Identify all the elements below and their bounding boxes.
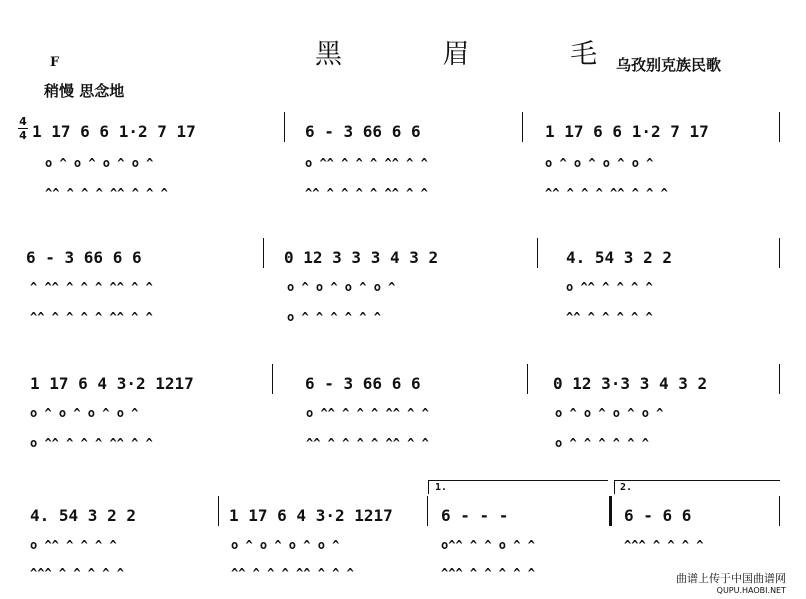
time-signature-bottom: 4: [19, 129, 27, 142]
barline: [527, 364, 528, 394]
watermark: [676, 573, 786, 597]
second-ending-hook: [614, 480, 615, 494]
melody-measure: 6 - 3 66 6 6: [305, 374, 421, 393]
accompaniment-line: o ^^ ^ ^ ^ ^^ ^ ^: [306, 406, 429, 420]
melody-measure: 1 17 6 6 1·2 7 17: [545, 122, 709, 141]
repeat-barline: [609, 496, 612, 526]
barline: [284, 112, 285, 142]
accompaniment-line: ^^ ^ ^ ^ ^^ ^ ^ ^: [45, 186, 168, 200]
accompaniment-line: ^ ^^ ^ ^ ^ ^^ ^ ^: [30, 280, 153, 294]
accompaniment-line: o ^ ^ ^ ^ ^ ^: [555, 436, 649, 450]
barline: [779, 364, 780, 394]
accompaniment-line: o^^ ^ ^ o ^ ^: [441, 538, 535, 552]
melody-measure: 4. 54 3 2 2: [30, 506, 136, 525]
watermark-url: QUPU.HAOBI.NET: [716, 586, 786, 595]
barline: [779, 238, 780, 268]
melody-measure: 6 - - -: [441, 506, 509, 525]
accompaniment-line: o ^ o ^ o ^ o ^: [555, 406, 664, 420]
accompaniment-line: o ^^ ^ ^ ^ ^^ ^ ^: [30, 436, 153, 450]
score-title: 黑 眉 毛: [315, 39, 644, 70]
second-ending-label: 2.: [620, 482, 633, 493]
accompaniment-line: o ^ o ^ o ^ o ^: [45, 156, 154, 170]
accompaniment-line: o ^ ^ ^ ^ ^ ^: [287, 310, 381, 324]
accompaniment-line: o ^ o ^ o ^ o ^: [231, 538, 340, 552]
accompaniment-line: o ^^ ^ ^ ^ ^: [30, 538, 117, 552]
accompaniment-line: ^^^ ^ ^ ^ ^ ^: [30, 566, 124, 580]
first-ending-hook: [428, 480, 429, 494]
first-ending-label: 1.: [435, 482, 448, 493]
accompaniment-line: ^^ ^ ^ ^ ^ ^: [566, 310, 653, 324]
barline: [218, 496, 219, 526]
accompaniment-line: o ^ o ^ o ^ o ^: [287, 280, 396, 294]
watermark-site-name: 曲谱上传于中国曲谱网: [676, 572, 786, 585]
barline: [263, 238, 264, 268]
melody-measure: 1 17 6 4 3·2 1217: [229, 506, 393, 525]
melody-measure: 6 - 3 66 6 6: [26, 248, 142, 267]
barline: [272, 364, 273, 394]
barline: [779, 496, 780, 526]
melody-measure: 1 17 6 4 3·2 1217: [30, 374, 194, 393]
accompaniment-line: ^^ ^ ^ ^ ^ ^^ ^ ^: [305, 186, 428, 200]
accompaniment-line: ^^ ^ ^ ^ ^ ^^ ^ ^: [306, 436, 429, 450]
melody-measure: 0 12 3·3 3 4 3 2: [553, 374, 708, 393]
accompaniment-line: ^^ ^ ^ ^ ^^ ^ ^ ^: [231, 566, 354, 580]
accompaniment-line: ^^^ ^ ^ ^ ^: [624, 538, 704, 552]
second-ending-bracket: [614, 480, 780, 481]
accompaniment-line: o ^ o ^ o ^ o ^: [30, 406, 139, 420]
barline: [427, 496, 428, 526]
barline: [779, 112, 780, 142]
melody-measure: 6 - 6 6: [624, 506, 692, 525]
time-signature: [18, 116, 28, 141]
key-signature: F: [50, 55, 60, 70]
melody-measure: 6 - 3 66 6 6: [305, 122, 421, 141]
barline: [537, 238, 538, 268]
song-origin: 乌孜别克族民歌: [616, 56, 722, 74]
accompaniment-line: o ^^ ^ ^ ^ ^^ ^ ^: [305, 156, 428, 170]
tempo-marking: 稍慢 思念地: [44, 82, 125, 100]
time-signature-top: 4: [19, 115, 27, 128]
melody-measure: 4. 54 3 2 2: [566, 248, 672, 267]
first-ending-bracket: [428, 480, 608, 481]
barline: [522, 112, 523, 142]
melody-measure: 0 12 3 3 3 4 3 2: [284, 248, 439, 267]
accompaniment-line: o ^ o ^ o ^ o ^: [545, 156, 654, 170]
accompaniment-line: ^^ ^ ^ ^ ^^ ^ ^ ^: [545, 186, 668, 200]
accompaniment-line: o ^^ ^ ^ ^ ^: [566, 280, 653, 294]
melody-measure: 1 17 6 6 1·2 7 17: [32, 122, 196, 141]
accompaniment-line: ^^^ ^ ^ ^ ^ ^: [441, 566, 535, 580]
accompaniment-line: ^^ ^ ^ ^ ^ ^^ ^ ^: [30, 310, 153, 324]
